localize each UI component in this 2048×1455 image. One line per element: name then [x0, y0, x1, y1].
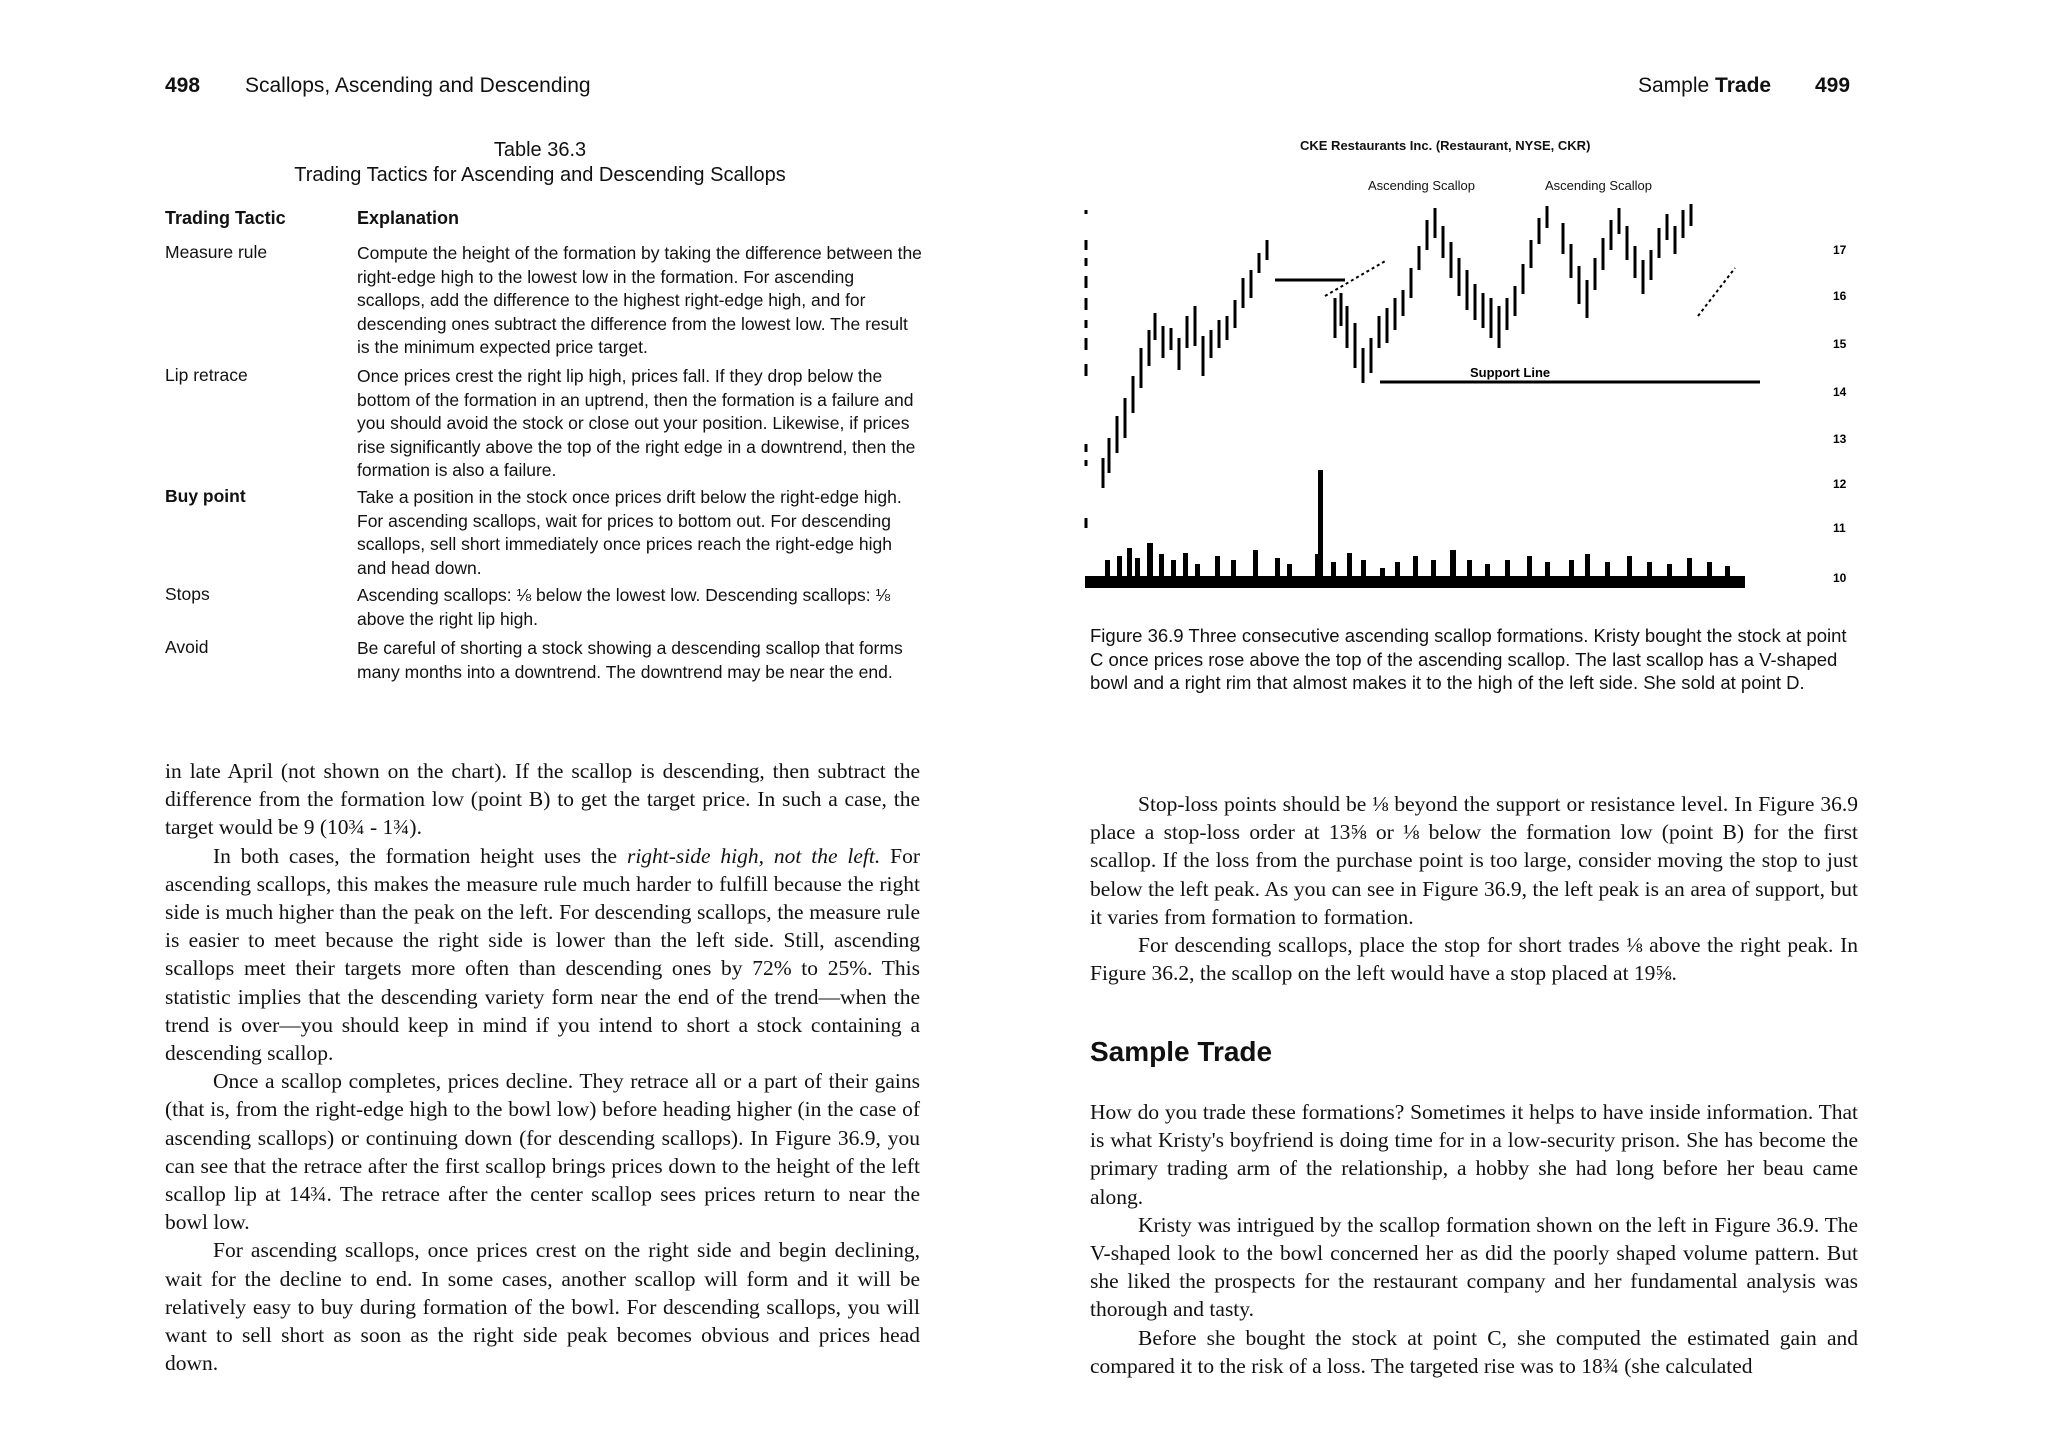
chart-label-scallop-1: Ascending Scallop	[1368, 178, 1475, 193]
table-row-tactic: Measure rule	[165, 242, 268, 262]
paragraph	[165, 1236, 920, 1377]
price-bars	[1103, 204, 1691, 488]
table-row-tactic: Lip retrace	[165, 365, 248, 385]
table-title: Table 36.3	[493, 139, 587, 161]
y-tick: 13	[1833, 432, 1847, 446]
paragraph-text: in late April (not shown on the chart). If the scallop is descending, then subtract the difference from the formation low (point B) to get the target price. In such a case, the target would be 9 (10¾ - 1¾).	[165, 759, 920, 840]
support-label: Support Line	[1470, 365, 1551, 380]
y-axis-ticks	[1833, 243, 1847, 585]
running-title-left: Scallops, Ascending and Descending	[245, 74, 591, 97]
table-header-explanation: Explanation	[357, 208, 460, 228]
running-title-plain: Sample	[1638, 74, 1710, 97]
chart-title: CKE Restaurants Inc. (Restaurant, NYSE, CKR)	[1300, 138, 1591, 153]
y-tick: 17	[1833, 243, 1847, 257]
y-tick: 11	[1833, 521, 1846, 535]
table-row-text: Ascending scallops: ⅛ below the lowest low. Descending scallops: ⅛ above the right lip high.	[357, 585, 891, 629]
scallop-trace	[1325, 260, 1735, 316]
table-row-text: Compute the height of the formation by taking the difference between the right-edge high to the lowest low in the formation. For ascending scallops, add the difference to the highest right-edge high, and for descending ones subtract the difference from the lowest low. The result is the minimum expected price target.	[357, 243, 922, 357]
paragraph: How do you trade these formations? Sometimes it helps to have inside information. That is what Kristy's boyfriend is doing time for in a low-security prison. She has become the primary trading arm of the relationship, a hobby she had long before her beau came along.	[1090, 1100, 1858, 1209]
paragraph	[165, 842, 920, 1068]
right-body-text-2	[1090, 1098, 1858, 1380]
emphasis-text: right-side high, not the left.	[626, 843, 881, 868]
paragraph	[165, 1067, 920, 1236]
paragraph: Before she bought the stock at point C, she computed the estimated gain and compared it to the risk of a loss. The targeted rise was to 18¾ (she calculated	[1090, 1325, 1858, 1378]
paragraph-text: For ascending scallops, once prices crest on the right side and begin declining, wait for the decline to end. In some cases, another scallop will form and it will be relatively easy to buy during formation of the bowl. For descending scallops, you will want to sell short as soon as the right side peak becomes obvious and prices head down.	[165, 1238, 920, 1376]
price-chart	[1075, 198, 1875, 608]
table-row-text: Once prices crest the right lip high, prices fall. If they drop below the bottom of the formation in an uptrend, then the formation is a failure and you should avoid the stock or close out your position. Likewise, if prices rise significantly above the top of the right edge in a downtrend, then the formation is also a failure.	[357, 366, 916, 480]
table-row-tactic: Stops	[165, 584, 210, 604]
table-subtitle: Trading Tactics for Ascending and Descending Scallops	[294, 164, 786, 186]
figure-caption: Figure 36.9 Three consecutive ascending scallop formations. Kristy bought the stock at point C once prices rose above the top of the ascending scallop. The last scallop has a V-shaped bowl and a right rim that almost makes it to the high of the left side. She sold at point D.	[1090, 625, 1847, 693]
table-row-tactic: Avoid	[165, 637, 209, 657]
page-number-right: 499	[1815, 74, 1851, 97]
running-title-right	[1638, 74, 1771, 98]
paragraph: Kristy was intrigued by the scallop formation shown on the left in Figure 36.9. The V-shaped look to the bowl concerned her as did the poorly shaped volume pattern. But she liked the prospects for the restaurant company and her fundamental analysis was thorough and tasty.	[1090, 1212, 1858, 1322]
table-row-text: Take a position in the stock once prices drift below the right-edge high. For ascending scallops, wait for prices to bottom out. For descending scallops, sell short immediately once prices reach the right-edge high and head down.	[357, 487, 902, 578]
section-heading: Sample Trade	[1090, 1036, 1273, 1067]
table-header-tactic: Trading Tactic	[165, 208, 286, 228]
chart-label-scallop-2: Ascending Scallop	[1545, 178, 1652, 193]
y-tick: 15	[1833, 337, 1847, 351]
paragraph-text: For ascending scallops, this makes the measure rule much harder to fulfill because the right side is much higher than the peak on the left. For descending scallops, the measure rule is easier to meet because the right side is lower than the left side. Still, ascending scallops meet their targets more often than descending ones by 72% to 25%. This statistic implies that the descending variety form near the end of the trend—when the trend is over—you should keep in mind if you intend to short a stock containing a descending scallop.	[165, 843, 920, 1066]
y-tick: 14	[1833, 385, 1847, 399]
running-title-bold: Trade	[1715, 74, 1772, 97]
paragraph: For descending scallops, place the stop for short trades ⅛ above the right peak. In Figure 36.2, the scallop on the left would have a stop placed at 19⅝.	[1090, 933, 1858, 986]
left-body-text	[165, 757, 920, 1377]
paragraph-text: Once a scallop completes, prices decline. They retrace all or a part of their gains (that is, from the right-edge high to the bowl low) before heading higher (in the case of ascending scallops) or continuing down (for descending scallops). In Figure 36.9, you can see that the retrace after the first scallop brings prices down to the height of the left scallop lip at 14¾. The retrace after the center scallop sees prices return to near the bowl low.	[165, 1069, 920, 1235]
y-tick: 12	[1833, 477, 1847, 491]
page-number-left: 498	[165, 74, 201, 97]
y-tick: 10	[1833, 571, 1847, 585]
table-row-text: Be careful of shorting a stock showing a descending scallop that forms many months into a downtrend. The downtrend may be near the end.	[357, 638, 903, 682]
y-tick: 16	[1833, 289, 1847, 303]
volume-bars	[1085, 470, 1745, 588]
paragraph	[165, 757, 920, 842]
right-body-text-1	[1090, 790, 1858, 987]
paragraph-text: In both cases, the formation height uses the	[213, 843, 627, 868]
table-row-tactic: Buy point	[165, 486, 246, 506]
paragraph: Stop-loss points should be ⅛ beyond the support or resistance level. In Figure 36.9 place a stop-loss order at 13⅝ or ⅛ below the formation low (point B) for the first scallop. If the loss from the purchase point is too large, consider moving the stop to just below the left peak. As you can see in Figure 36.9, the left peak is an area of support, but it varies from formation to formation.	[1090, 792, 1858, 929]
